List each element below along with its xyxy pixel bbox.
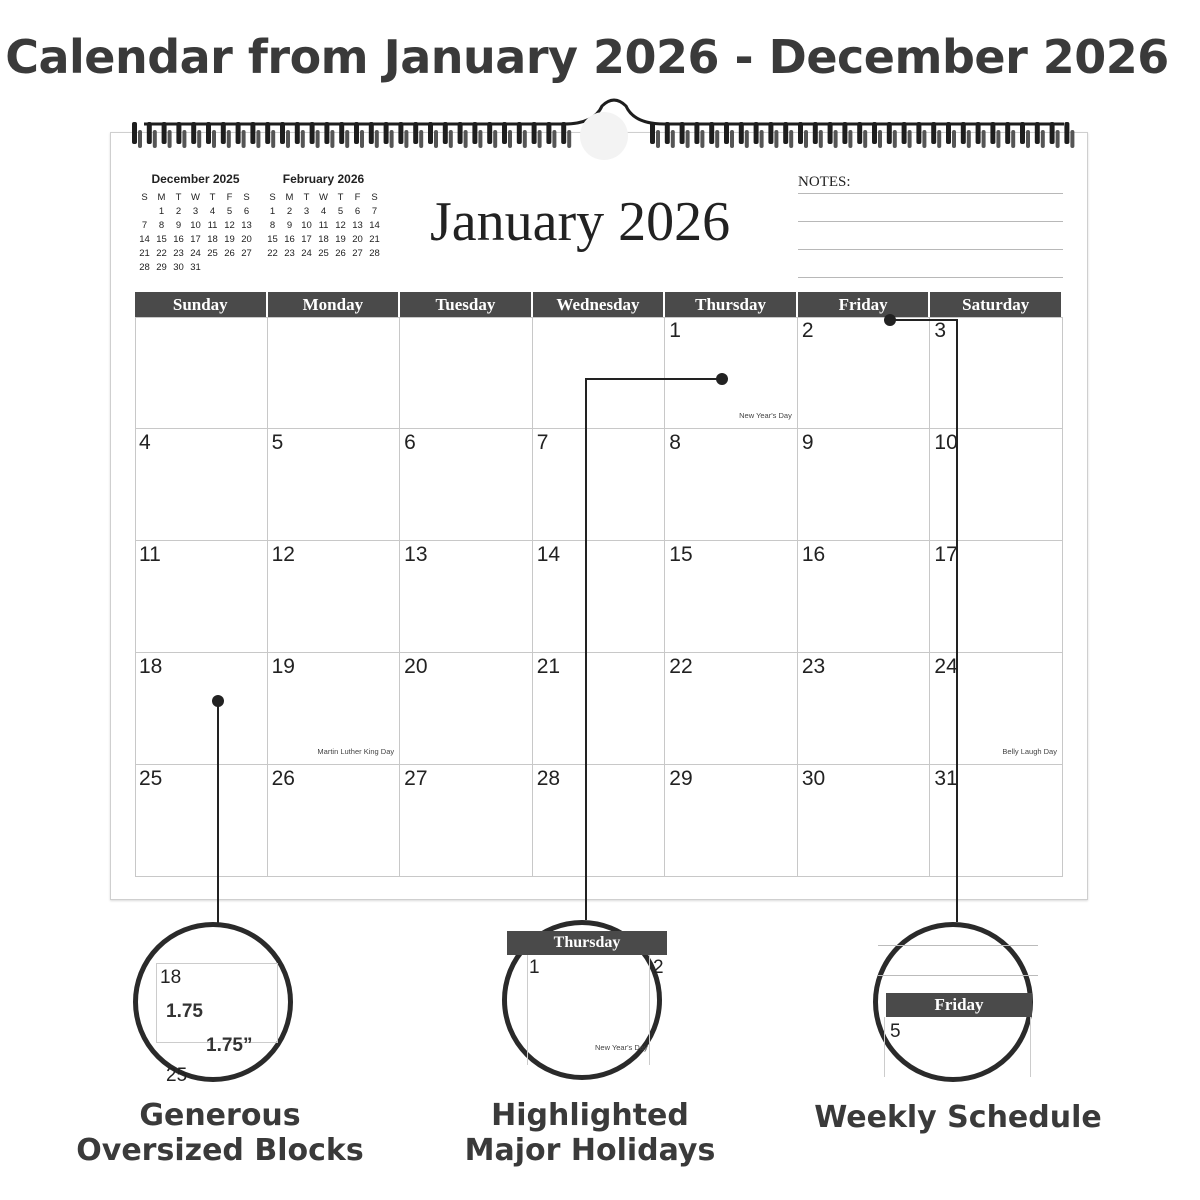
zoom-cell-border [527,955,528,1065]
zoom-day: 1 [529,957,540,978]
day-number: 21 [536,655,561,678]
day-cell[interactable] [533,765,666,877]
day-cell[interactable] [930,429,1063,541]
mini-day: 23 [284,247,295,259]
day-cell[interactable] [135,765,268,877]
hanger-hole [580,112,628,160]
zoom-notes-line [878,975,1038,976]
mini-day: 14 [369,219,380,231]
mini-day: 14 [139,233,150,245]
caption-blocks [70,1098,370,1168]
page-headline: Calendar from January 2026 - December 2026 [5,30,1169,84]
mini-weekday-initial: W [319,191,328,203]
mini-day: 11 [207,219,218,231]
weekday-header-sunday: Sunday [135,292,268,317]
day-number: 25 [139,767,163,790]
day-number: 14 [536,543,561,566]
caption-blocks-line1: Generous [139,1098,301,1133]
spiral-ring-back [967,130,971,148]
zoom-holiday-label: New Year's Day [595,1043,648,1052]
zoom-dimension-width: 1.75” [206,1035,253,1056]
spiral-ring-back [360,130,364,148]
day-cell[interactable] [798,317,931,429]
spiral-ring-back [419,130,423,148]
holiday-label: New Year's Day [739,411,792,420]
day-cell[interactable] [400,317,533,429]
spiral-ring-back [819,130,823,148]
day-number: 24 [934,655,958,678]
day-cell[interactable] [930,653,1063,765]
mini-day: 10 [190,219,201,231]
day-cell[interactable] [400,653,533,765]
mini-day: 17 [301,233,312,245]
day-number: 19 [271,655,295,678]
spiral-ring-back [271,130,275,148]
mini-day: 31 [190,261,201,273]
day-cell[interactable] [665,317,798,429]
mini-day: 5 [337,205,344,217]
holiday-label: Martin Luther King Day [317,747,395,756]
day-cell[interactable] [400,429,533,541]
day-number: 9 [801,431,814,454]
weekday-header-wednesday: Wednesday [533,292,666,317]
spiral-ring-back [330,130,334,148]
mini-day: 22 [267,247,278,259]
spiral-ring-back [212,130,216,148]
mini-weekday-initial: F [354,191,361,203]
spiral-ring-back [227,130,231,148]
day-number: 15 [669,543,693,566]
day-cell[interactable] [798,429,931,541]
day-number: 16 [801,543,826,566]
day-cell[interactable] [930,765,1063,877]
day-number: 2 [801,319,814,342]
day-number: 12 [271,543,295,566]
day-cell[interactable] [268,429,401,541]
caption-holidays-line2: Major Holidays [464,1133,716,1168]
zoom-dimension-height: 1.75 [166,1001,203,1022]
spiral-ring-back [760,130,764,148]
day-cell[interactable] [533,541,666,653]
mini-weekday-initial: S [269,191,276,203]
mini-day: 1 [269,205,276,217]
spiral-ring-back [848,130,852,148]
weekday-header-tuesday: Tuesday [400,292,533,317]
mini-day: 24 [190,247,201,259]
spiral-ring-back [464,130,468,148]
mini-day: 8 [269,219,276,231]
spiral-ring-back [404,130,408,148]
mini-day: 8 [158,219,165,231]
day-number: 10 [934,431,958,454]
zoom-day: 18 [160,967,182,988]
mini-day: 16 [284,233,295,245]
spiral-ring-back [834,130,838,148]
day-number: 3 [934,319,947,342]
mini-day: 15 [267,233,278,245]
holiday-label: Belly Laugh Day [1002,747,1057,756]
day-number: 1 [669,319,681,342]
mini-day: 15 [156,233,167,245]
day-cell[interactable] [533,653,666,765]
mini-day: 27 [241,247,252,259]
mini-day: 2 [286,205,293,217]
mini-day: 11 [318,219,329,231]
mini-day: 21 [369,233,380,245]
mini-day: 22 [156,247,167,259]
spiral-ring-back [745,130,749,148]
notes-label: NOTES: [798,174,851,190]
mini-day: 4 [320,205,327,217]
spiral-ring [132,122,137,144]
spiral-ring-back [567,130,571,148]
mini-day: 19 [335,233,346,245]
mini-day [221,260,238,274]
caption-weekly [800,1100,1116,1135]
spiral-ring-back [893,130,897,148]
day-cell[interactable] [665,429,798,541]
mini-day: 28 [369,247,380,259]
weekday-header-saturday: Saturday [930,292,1063,317]
zoom-cell-border [884,1017,885,1077]
day-number: 28 [536,767,561,790]
zoom-circle-blocks [133,922,293,1086]
mini-day: 20 [241,233,252,245]
mini-day: 12 [335,219,346,231]
spiral-ring-back [789,130,793,148]
day-cell[interactable] [400,541,533,653]
spiral-ring [650,122,655,144]
spiral-ring-back [508,130,512,148]
mini-day: 26 [224,247,235,259]
mini-day: 28 [139,261,150,273]
spiral-ring-back [345,130,349,148]
day-number: 11 [139,543,161,566]
spiral-ring-back [301,130,305,148]
mini-day: 26 [335,247,346,259]
mini-day: 3 [303,205,310,217]
day-number: 23 [801,655,826,678]
mini-day: 12 [224,219,235,231]
spiral-ring-back [804,130,808,148]
mini-day: 2 [175,205,182,217]
zoom-circle-holidays [502,920,662,1080]
day-cell[interactable] [533,317,666,429]
day-number: 26 [271,767,295,790]
spiral-ring-back [375,130,379,148]
mini-day: 3 [192,205,199,217]
spiral-ring-back [774,130,778,148]
spiral-ring-back [538,130,542,148]
day-cell[interactable] [135,317,268,429]
mini-day: 4 [209,205,216,217]
day-cell[interactable] [665,765,798,877]
day-cell[interactable] [268,541,401,653]
spiral-ring-back [1070,130,1074,148]
zoom-cell-border [1030,1017,1031,1077]
day-number: 8 [669,431,681,454]
zoom-cell-border [649,955,650,1065]
zoom-notes-line [878,945,1038,946]
day-number: 22 [669,655,693,678]
mini-day: 7 [371,205,378,217]
mini-day: 13 [241,219,252,231]
mini-day: 18 [318,233,329,245]
mini-weekday-initial: M [285,191,294,203]
mini-day: 18 [207,233,218,245]
day-cell[interactable] [135,429,268,541]
day-cell[interactable] [930,317,1063,429]
mini-weekday-initial: T [303,191,310,203]
day-cell[interactable] [268,653,401,765]
mini-day: 16 [173,233,184,245]
month-grid [135,292,1063,877]
spiral-ring-back [286,130,290,148]
mini-day: 5 [226,205,233,217]
caption-holidays [440,1098,740,1168]
day-number: 31 [934,767,958,790]
caption-weekly-line1: Weekly Schedule [814,1100,1102,1135]
spiral-ring-back [434,130,438,148]
mini-day [204,260,221,274]
spiral-ring-back [952,130,956,148]
mini-day: 27 [352,247,363,259]
day-cell[interactable] [135,541,268,653]
spiral-ring-back [937,130,941,148]
spiral-ring-back [1056,130,1060,148]
mini-day: 25 [318,247,329,259]
spiral-ring-back [700,130,704,148]
day-cell[interactable] [135,653,268,765]
mini-weekday-initial: S [141,191,148,203]
spiral-ring-back [390,130,394,148]
mini-day: 21 [139,247,150,259]
day-number: 7 [536,431,549,454]
mini-day: 7 [141,219,148,231]
spiral-ring-back [863,130,867,148]
mini-day [238,260,255,274]
day-number: 29 [669,767,693,790]
notes-line [798,221,1063,222]
day-cell[interactable] [400,765,533,877]
mini-day: 1 [158,205,165,217]
mini-day: 13 [352,219,363,231]
zoom-day: 5 [890,1021,901,1042]
day-cell[interactable] [268,765,401,877]
notes-line [798,249,1063,250]
caption-blocks-line2: Oversized Blocks [76,1133,364,1168]
mini-weekday-initial: S [243,191,250,203]
spiral-ring-back [878,130,882,148]
spiral-ring-back [153,130,157,148]
spiral-ring-back [168,130,172,148]
mini-day: 20 [352,233,363,245]
mini-day: 17 [190,233,201,245]
zoom-day-header: Thursday [507,931,667,955]
spiral-ring-back [316,130,320,148]
mini-day: 9 [286,219,293,231]
mini-calendar-next-title: February 2026 [282,172,365,186]
spiral-ring-back [552,130,556,148]
spiral-ring-back [493,130,497,148]
day-cell[interactable] [798,765,931,877]
spiral-ring-back [715,130,719,148]
weekday-header-friday: Friday [798,292,931,317]
spiral-ring-back [449,130,453,148]
day-cell[interactable] [665,653,798,765]
mini-day: 29 [156,261,167,273]
mini-day: 30 [173,261,184,273]
mini-calendar-prev [136,172,255,274]
day-number: 30 [801,767,826,790]
spiral-ring-back [138,130,142,148]
day-cell[interactable] [268,317,401,429]
mini-day: 6 [243,205,250,217]
caption-holidays-line1: Highlighted [491,1098,689,1133]
spiral-ring-back [671,130,675,148]
day-number: 27 [404,767,428,790]
day-number: 17 [934,543,958,566]
day-number: 18 [139,655,163,678]
spiral-ring-back [523,130,527,148]
zoom-circle-weekly [873,922,1033,1082]
spiral-ring-back [1011,130,1015,148]
zoom-next-day: 25 [166,1065,188,1086]
day-number: 6 [404,431,416,454]
day-cell[interactable] [533,429,666,541]
month-title: January 2026 [430,191,731,253]
spiral-ring-back [982,130,986,148]
spiral-ring-back [1026,130,1030,148]
spiral-ring-back [922,130,926,148]
zoom-day-header: Friday [886,993,1032,1017]
mini-weekday-initial: W [191,191,200,203]
mini-day: 23 [173,247,184,259]
spiral-ring-back [1041,130,1045,148]
mini-weekday-initial: M [157,191,166,203]
mini-day: 25 [207,247,218,259]
weekday-header-thursday: Thursday [665,292,798,317]
spiral-ring-back [996,130,1000,148]
spiral-ring-back [256,130,260,148]
spiral-binding [124,96,1074,156]
mini-weekday-initial: F [226,191,233,203]
mini-weekday-initial: T [175,191,182,203]
notes-line [798,277,1063,278]
spiral-ring [1064,122,1069,144]
spiral-ring-back [197,130,201,148]
mini-calendar-prev-title: December 2025 [151,172,240,186]
spiral-ring-back [656,130,660,148]
mini-day: 19 [224,233,235,245]
mini-weekday-initial: T [209,191,216,203]
spiral-ring-back [182,130,186,148]
spiral-ring-back [686,130,690,148]
mini-day: 9 [175,219,182,231]
notes-line [798,193,1063,194]
day-cell[interactable] [798,541,931,653]
weekday-header-monday: Monday [268,292,401,317]
mini-day: 10 [301,219,312,231]
spiral-ring-back [730,130,734,148]
mini-day: 24 [301,247,312,259]
spiral-ring-back [478,130,482,148]
day-number: 5 [271,431,284,454]
mini-weekday-initial: T [337,191,344,203]
spiral-ring-back [908,130,912,148]
day-cell[interactable] [665,541,798,653]
mini-day: 6 [354,205,361,217]
mini-weekday-initial: S [371,191,378,203]
day-number: 13 [404,543,428,566]
day-cell[interactable] [930,541,1063,653]
day-number: 4 [139,431,151,454]
mini-calendar-next [264,172,383,260]
day-number: 20 [404,655,428,678]
zoom-next-day: 2 [653,957,664,978]
day-cell[interactable] [798,653,931,765]
spiral-ring-back [242,130,246,148]
mini-day [136,204,153,218]
